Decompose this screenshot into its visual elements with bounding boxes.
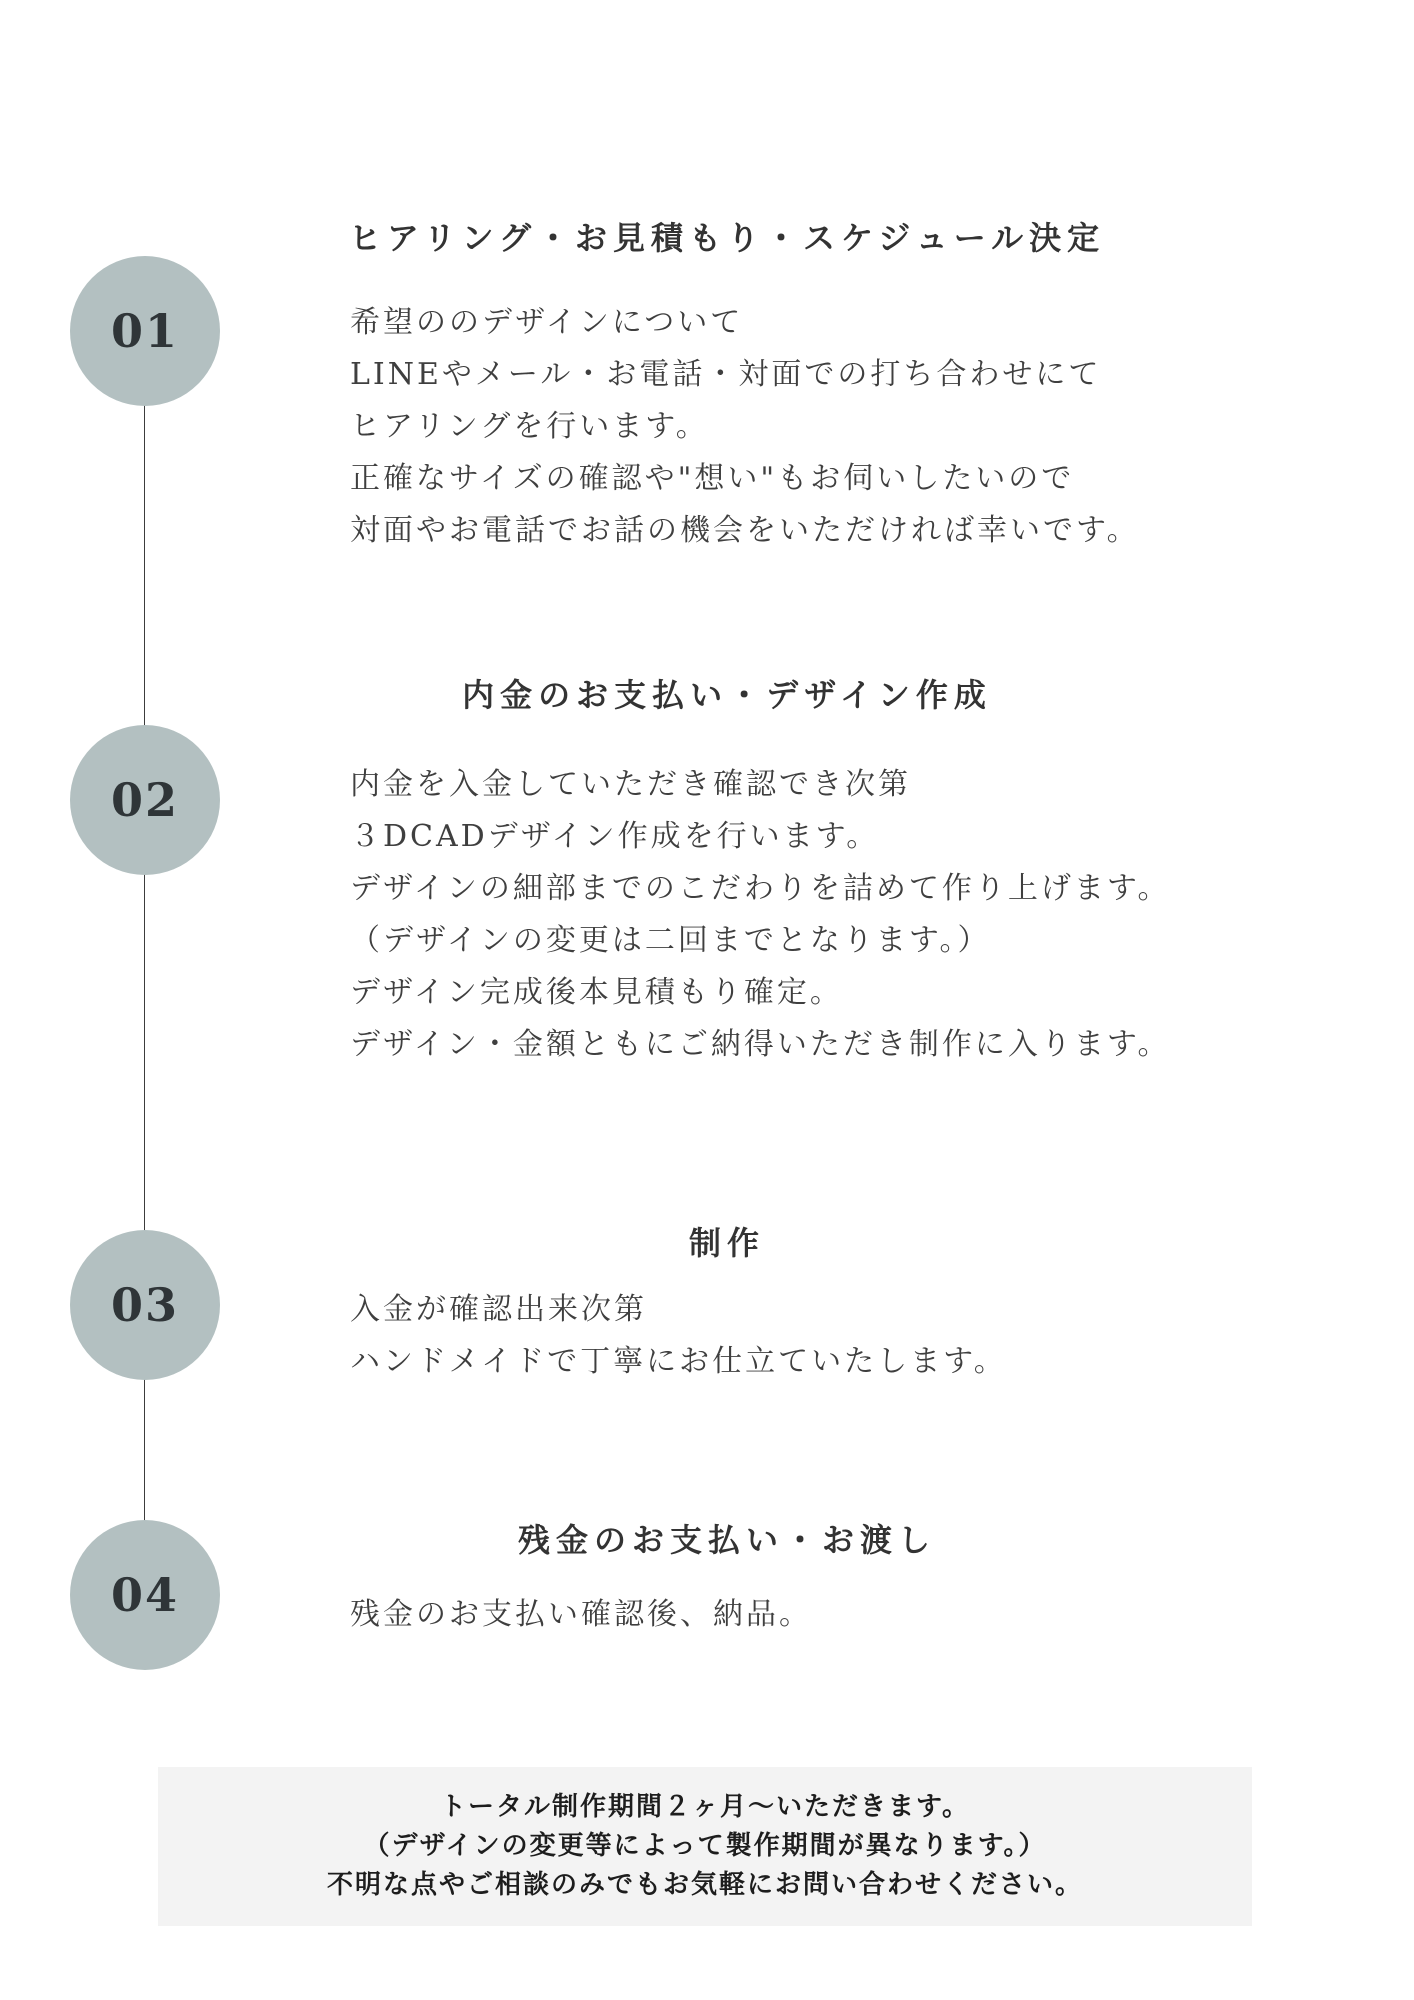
step-title-2: 内金のお支払い・デザイン作成 bbox=[462, 676, 992, 714]
step-title-4: 残金のお支払い・お渡し bbox=[517, 1521, 936, 1559]
step-number: 01 bbox=[110, 304, 179, 358]
step-body-4 bbox=[350, 1589, 812, 1641]
step-body-3 bbox=[350, 1284, 1007, 1388]
step-body-2 bbox=[350, 759, 1171, 1071]
step-body-line: ハンドメイドで丁寧にお仕立ていたします。 bbox=[350, 1344, 1007, 1379]
timeline-line bbox=[144, 331, 145, 1595]
step-body-line: 入金が確認出来次第 bbox=[350, 1292, 647, 1327]
step-body-line: ３DCADデザイン作成を行います。 bbox=[350, 819, 880, 854]
note-line: （デザインの変更等によって製作期間が異なります。） bbox=[363, 1831, 1047, 1861]
step-body-line: デザインの細部までのこだわりを詰めて作り上げます。 bbox=[350, 871, 1171, 906]
step-body-line: ヒアリングを行います。 bbox=[350, 409, 709, 444]
step-body-line: 残金のお支払い確認後、納品。 bbox=[350, 1597, 812, 1632]
step-circle-02 bbox=[70, 725, 220, 875]
step-body-line: デザイン・金額ともにご納得いただき制作に入ります。 bbox=[350, 1027, 1171, 1062]
step-body-line: 正確なサイズの確認や"想い"もお伺いしたいので bbox=[350, 461, 1075, 496]
step-number: 03 bbox=[110, 1278, 179, 1332]
step-body-line: 内金を入金していただき確認でき次第 bbox=[350, 767, 911, 802]
step-body-line: 対面やお電話でお話の機会をいただければ幸いです。 bbox=[350, 513, 1140, 548]
footer-note-box bbox=[158, 1767, 1252, 1926]
step-number: 04 bbox=[110, 1568, 179, 1622]
note-line: 不明な点やご相談のみでもお気軽にお問い合わせください。 bbox=[326, 1870, 1083, 1900]
step-circle-01 bbox=[70, 256, 220, 406]
step-title-3: 制作 bbox=[688, 1224, 765, 1262]
step-body-line: 希望ののデザインについて bbox=[350, 305, 744, 340]
step-title-1: ヒアリング・お見積もり・スケジュール決定 bbox=[348, 219, 1106, 257]
step-body-line: LINEやメール・お電話・対面での打ち合わせにて bbox=[350, 357, 1102, 392]
note-line: トータル制作期間２ヶ月〜いただきます。 bbox=[440, 1792, 970, 1822]
step-body-line: （デザインの変更は二回までとなります。） bbox=[350, 923, 991, 958]
step-body-line: デザイン完成後本見積もり確定。 bbox=[350, 975, 843, 1010]
step-number: 02 bbox=[110, 773, 179, 827]
step-body-1 bbox=[350, 297, 1140, 557]
